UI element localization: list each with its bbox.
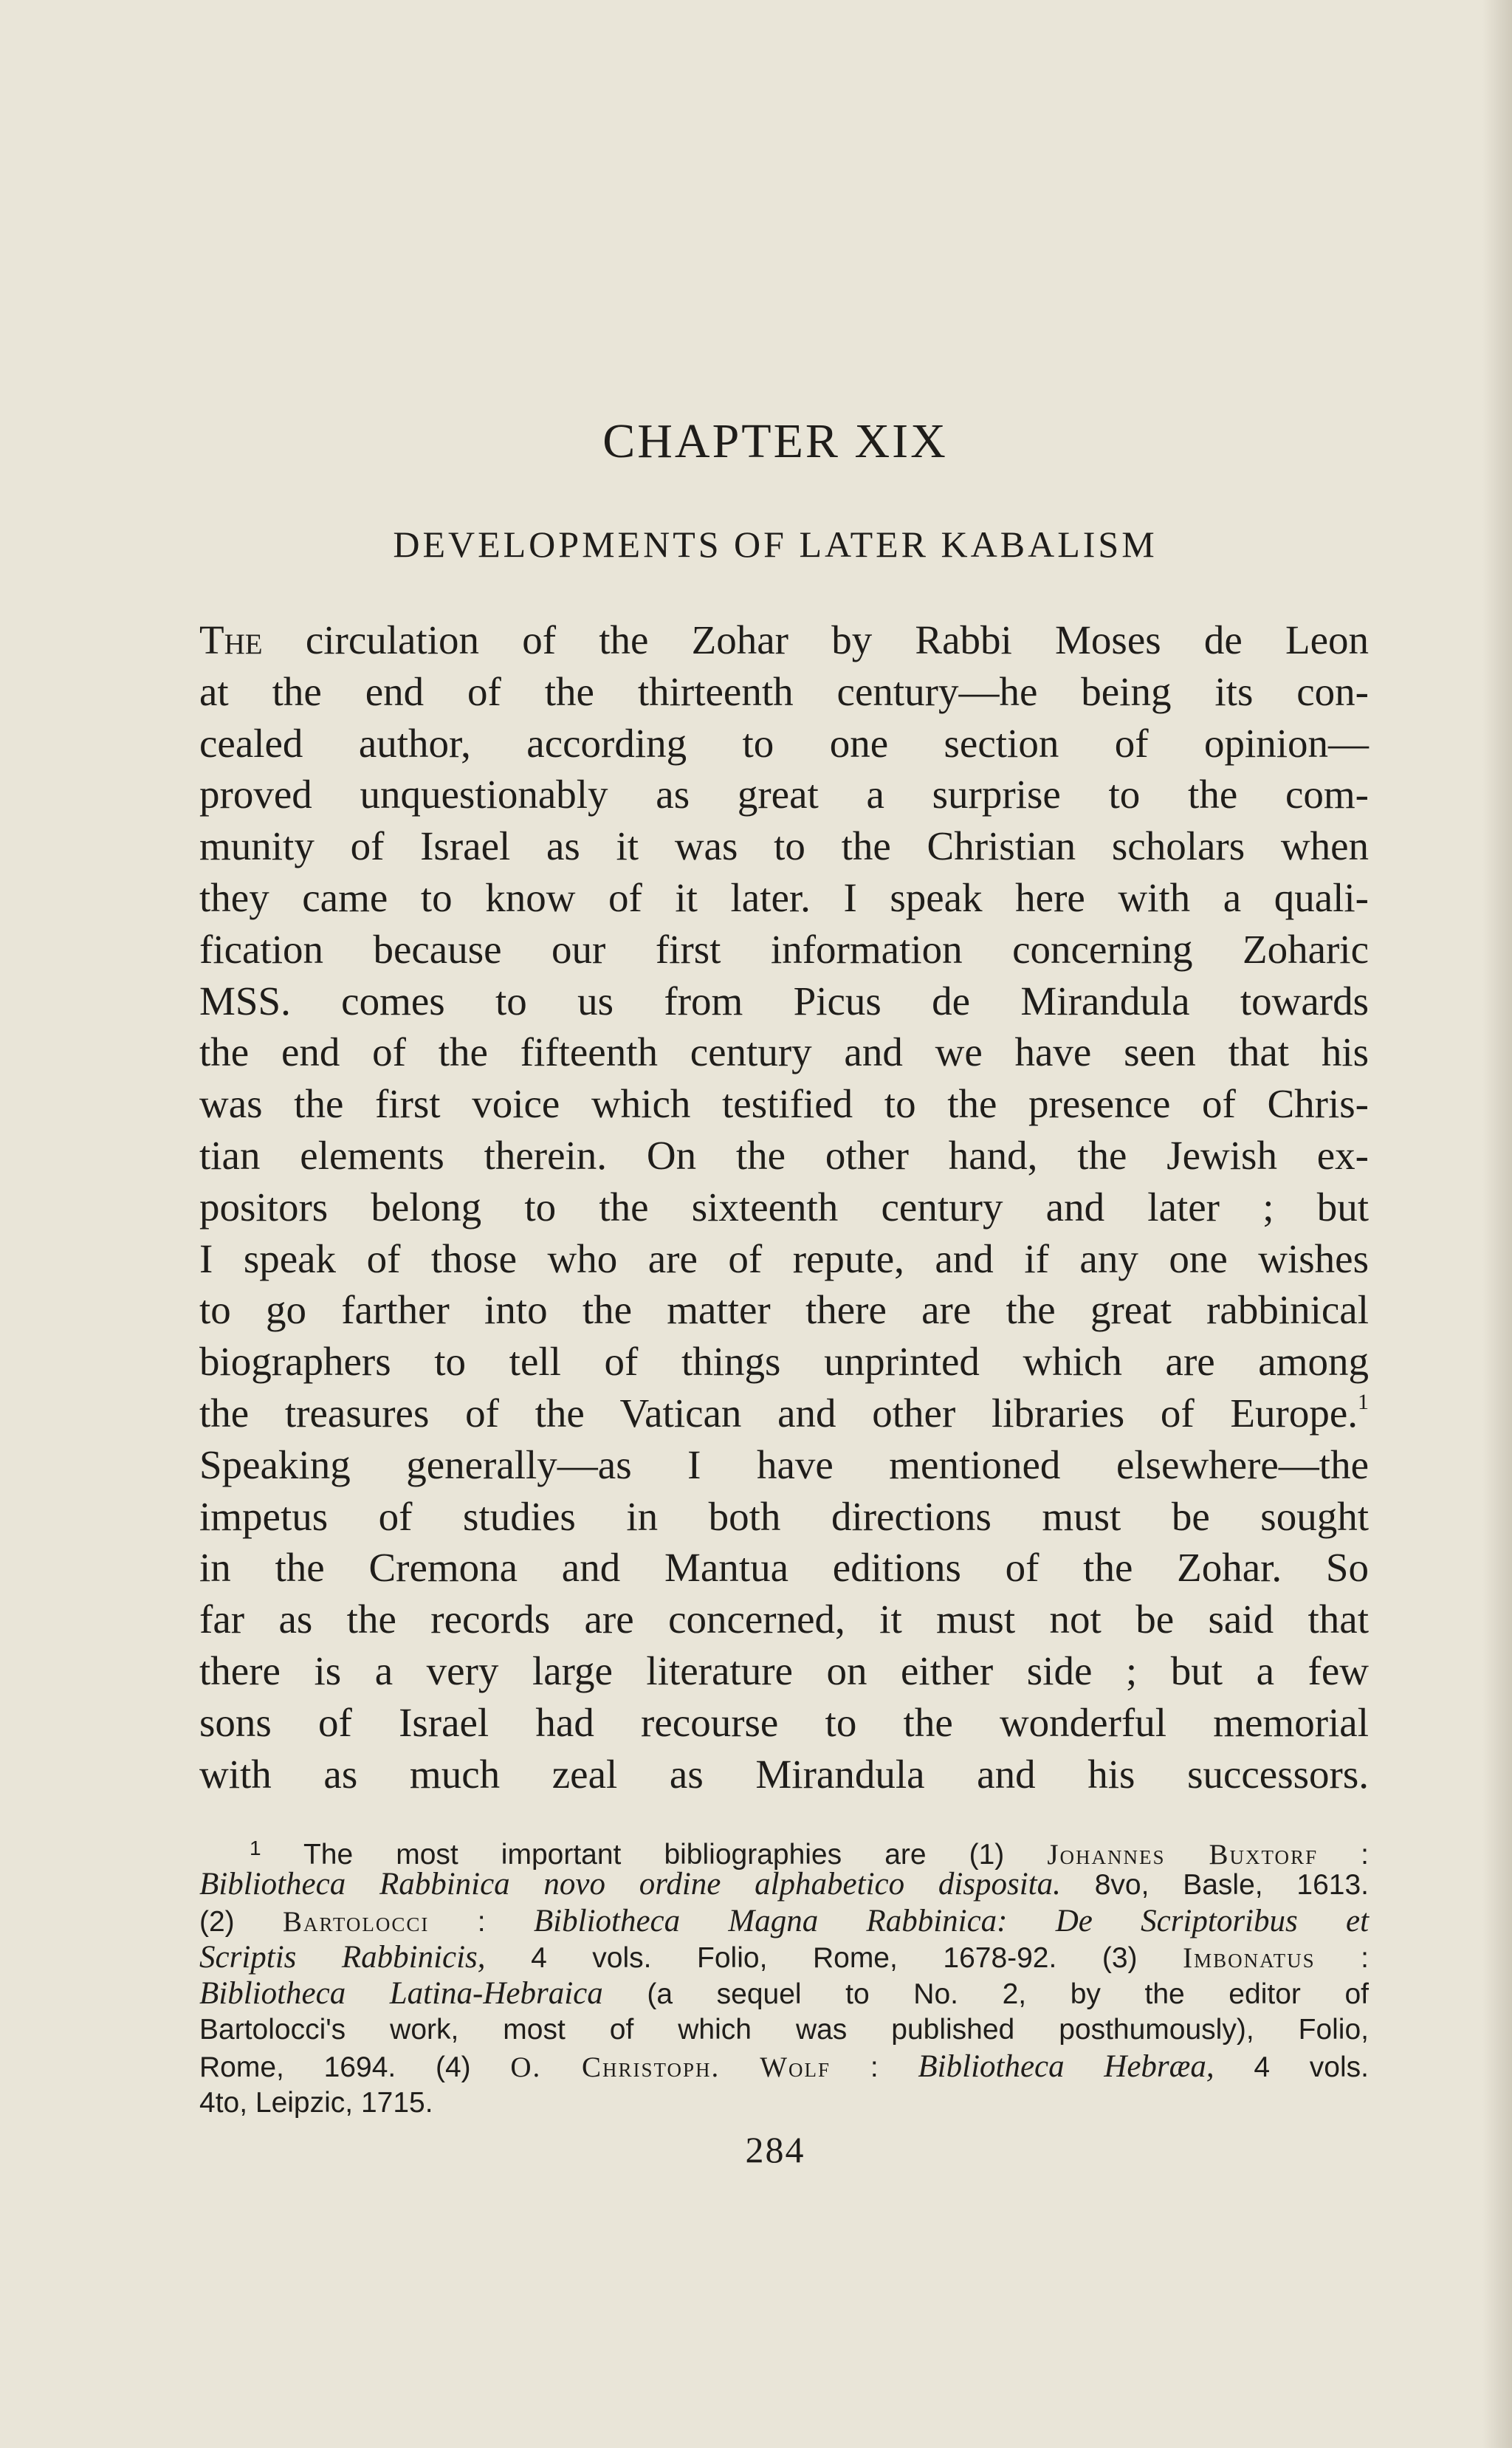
footnote-author: O. Christoph. Wolf	[510, 2051, 831, 2083]
footnote-line	[199, 1975, 1369, 2012]
text-line: impetus of studies in both directions must be sought	[199, 1493, 1369, 1539]
footnote-text: (a sequel to No. 2, by the editor of	[602, 1978, 1369, 2011]
text-line: they came to know of it later. I speak here with a quali-	[199, 874, 1369, 920]
footnote-title: Bibliotheca Hebræa,	[918, 2048, 1214, 2084]
footnote-text: The most important bibliographies are (1)	[261, 1839, 1048, 1871]
footnote-marker: 1	[250, 1837, 261, 1859]
footnote-text: 8vo, Basle, 1613.	[1060, 1869, 1370, 1902]
footnote-line: 4to, Leipzic, 1715.	[199, 2087, 433, 2119]
footnote-line	[199, 2048, 1369, 2085]
page-edge-shadow	[1482, 0, 1512, 2448]
footnote-text: 4 vols.	[1214, 2051, 1369, 2083]
text-line: tian elements therein. On the other hand, the Jewish ex-	[199, 1132, 1369, 1178]
body-text	[199, 614, 1369, 1800]
text-line: cealed author, according to one section of opinion—	[199, 720, 1369, 766]
text-line: I speak of those who are of repute, and if any one wishes	[199, 1235, 1369, 1281]
footnote-title: Bibliotheca Magna Rabbinica: De Scriptoribus et	[533, 1903, 1370, 1938]
footnote-text: :	[1315, 1941, 1369, 1974]
text-line: at the end of the thirteenth century—he being its con-	[199, 668, 1369, 714]
footnote-text: :	[429, 1905, 534, 1938]
text-line: the end of the fifteenth century and we have seen that his	[199, 1029, 1369, 1075]
page-number: 284	[745, 2129, 805, 2170]
footnote-text: :	[831, 2051, 918, 2083]
text-line: was the first voice which testified to the presence of Chris-	[199, 1081, 1369, 1127]
text-line: MSS. comes to us from Picus de Mirandula towards	[199, 978, 1369, 1024]
footnote-line	[199, 1903, 1369, 1939]
text-line: biographers to tell of things unprinted which are among	[199, 1339, 1369, 1385]
text-line	[199, 614, 1369, 666]
line-text: circulation of the Zohar by Rabbi Moses de Leon	[262, 617, 1369, 662]
text-line: far as the records are concerned, it must not be said that	[199, 1597, 1369, 1642]
footnote-text: :	[1318, 1839, 1370, 1871]
footnote-author: Johannes Buxtorf	[1047, 1839, 1319, 1871]
footnote-line	[199, 1939, 1369, 1975]
opening-word: The	[199, 617, 263, 662]
text-line: to go farther into the matter there are the great rabbinical	[199, 1287, 1369, 1333]
footnote-line	[199, 1866, 1369, 1902]
text-line: fication because our first information concerning Zoharic	[199, 926, 1369, 972]
text-line	[199, 1388, 1369, 1439]
text-line: Speaking generally—as I have mentioned elsewhere—the	[199, 1441, 1369, 1487]
text-line: munity of Israel as it was to the Christian scholars when	[199, 823, 1369, 869]
text-line: with as much zeal as Mirandula and his successors.	[199, 1751, 1369, 1797]
footnote-title: Bibliotheca Latina-Hebraica	[199, 1976, 603, 2012]
footnote-line	[199, 1830, 1370, 1871]
text-line: positors belong to the sixteenth century and later ; but	[199, 1184, 1369, 1230]
line-text: the treasures of the Vatican and other libraries of Europe.	[199, 1390, 1358, 1436]
footnote-title: Bibliotheca Rabbinica novo ordine alphabetico disposita.	[199, 1867, 1061, 1902]
footnote-text: (2)	[199, 1905, 283, 1938]
text-line: there is a very large literature on either side ; but a few	[199, 1648, 1369, 1693]
chapter-subtitle: DEVELOPMENTS OF LATER KABALISM	[393, 524, 1158, 565]
chapter-title: CHAPTER XIX	[602, 414, 948, 468]
footnote-title: Scriptis Rabbinicis,	[199, 1939, 486, 1975]
footnote-reference: 1	[1358, 1389, 1369, 1414]
footnote-author: Imbonatus	[1183, 1941, 1316, 1974]
footnote-text: 4 vols. Folio, Rome, 1678-92. (3)	[485, 1941, 1183, 1974]
footnote-author: Bartolocci	[283, 1905, 430, 1938]
text-line: sons of Israel had recourse to the wonderful memorial	[199, 1699, 1369, 1745]
footnote-block	[199, 1830, 1369, 2121]
text-line: in the Cremona and Mantua editions of the Zohar. So	[199, 1545, 1369, 1591]
text-line: proved unquestionably as great a surprise to the com-	[199, 772, 1369, 817]
footnote-line: Bartolocci's work, most of which was published posthumously), Folio,	[199, 2014, 1369, 2046]
footnote-text: Rome, 1694. (4)	[199, 2051, 511, 2083]
